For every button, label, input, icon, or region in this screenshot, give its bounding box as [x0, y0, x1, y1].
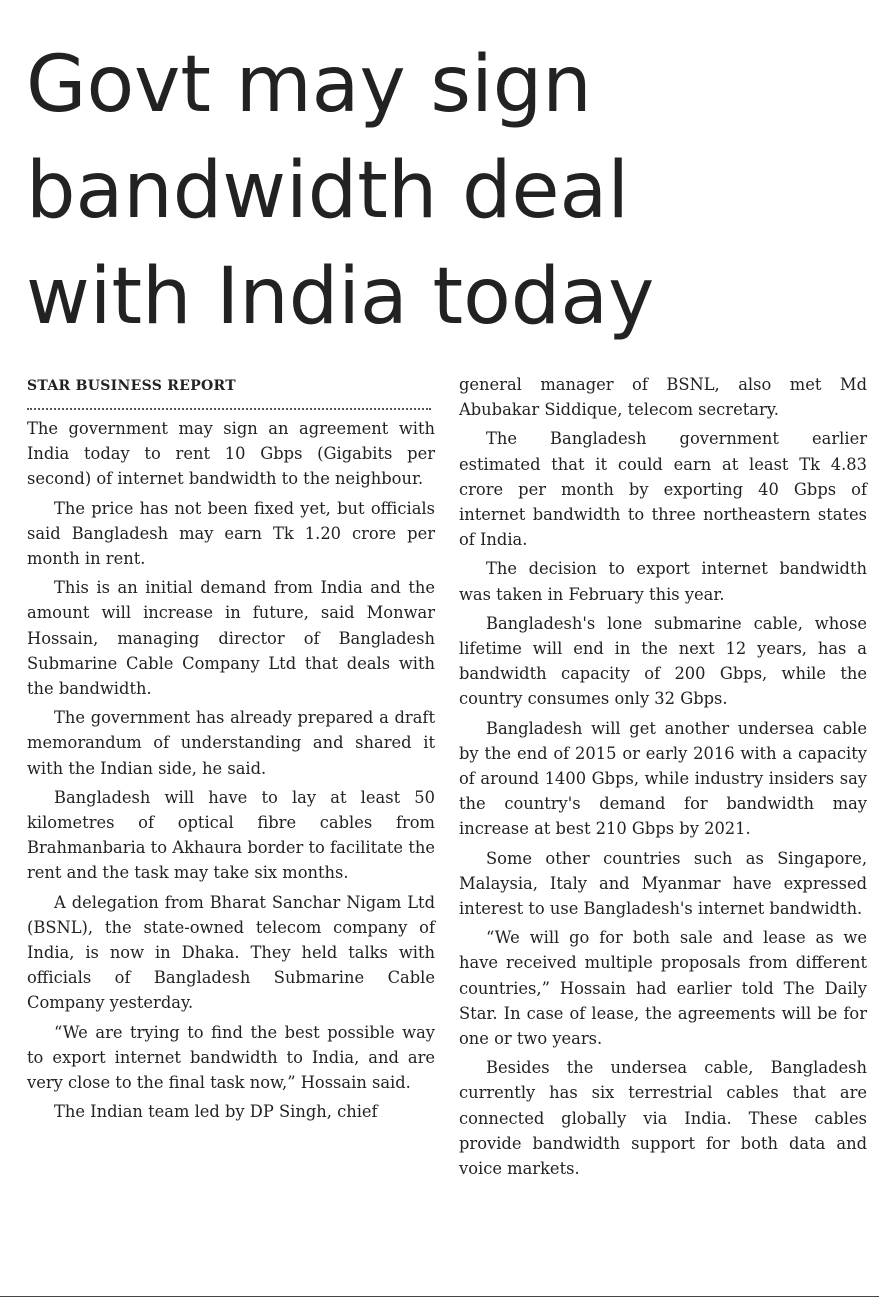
paragraph: The Indian team led by DP Singh, chief: [54, 1102, 378, 1122]
headline: [26, 32, 866, 350]
byline: STAR BUSINESS REPORT: [27, 378, 236, 394]
paragraph: The government may sign an agreement with India today to rent 10 Gbps (Gigabits per second) of internet bandwidth to the neighbour.: [27, 419, 435, 489]
paragraph: “We will go for both sale and lease as we have received multiple proposals from different countries,” Hossain had earlier told The Daily Star. In case of lease, the agreements will be for one or two years.: [459, 928, 867, 1049]
bottom-rule: [0, 1296, 879, 1297]
headline-line-2: bandwidth deal: [26, 146, 630, 236]
paragraph: Some other countries such as Singapore, Malaysia, Italy and Myanmar have expressed interest to use Bangladesh's internet bandwidth.: [459, 848, 867, 919]
dotted-divider: [27, 402, 431, 410]
paragraph: The decision to export internet bandwidth was taken in February this year.: [459, 559, 867, 604]
paragraph: The price has not been fixed yet, but officials said Bangladesh may earn Tk 1.20 crore per month in rent.: [27, 498, 435, 569]
paragraph: Besides the undersea cable, Bangladesh currently has six terrestrial cables that are connected globally via India. These cables provide bandwidth support for both data and voice markets.: [459, 1058, 867, 1179]
paragraph: Bangladesh's lone submarine cable, whose lifetime will end in the next 12 years, has a bandwidth capacity of 200 Gbps, while the country consumes only 32 Gbps.: [459, 613, 867, 709]
headline-line-3: with India today: [26, 252, 655, 342]
paragraph: general manager of BSNL, also met Md Abubakar Siddique, telecom secretary.: [459, 375, 867, 420]
article-column-left: [27, 372, 435, 1128]
paragraph: The government has already prepared a draft memorandum of understanding and shared it with the Indian side, he said.: [27, 708, 435, 778]
paragraph: The Bangladesh government earlier estimated that it could earn at least Tk 4.83 crore per month by exporting 40 Gbps of internet bandwidth to three northeastern states of India.: [459, 429, 867, 550]
paragraph: Bangladesh will get another undersea cable by the end of 2015 or early 2016 with a capacity of around 1400 Gbps, while industry insiders say the country's demand for bandwidth may increase at best 210 Gbps by 2021.: [459, 718, 867, 839]
paragraph: This is an initial demand from India and the amount will increase in future, said Monwar Hossain, managing director of Bangladesh Submarine Cable Company Ltd that deals with the bandwidth.: [27, 578, 435, 699]
headline-line-1: Govt may sign: [26, 40, 592, 130]
paragraph: “We are trying to find the best possible way to export internet bandwidth to India, and are very close to the final task now,” Hossain said.: [27, 1022, 435, 1093]
paragraph: A delegation from Bharat Sanchar Nigam Ltd (BSNL), the state-owned telecom company of India, is now in Dhaka. They held talks with officials of Bangladesh Submarine Cable Company yesterday.: [27, 892, 435, 1013]
paragraph: Bangladesh will have to lay at least 50 kilometres of optical fibre cables from Brahmanbaria to Akhaura border to facilitate the rent and the task may take six months.: [27, 787, 435, 883]
article-column-right: [459, 372, 867, 1185]
